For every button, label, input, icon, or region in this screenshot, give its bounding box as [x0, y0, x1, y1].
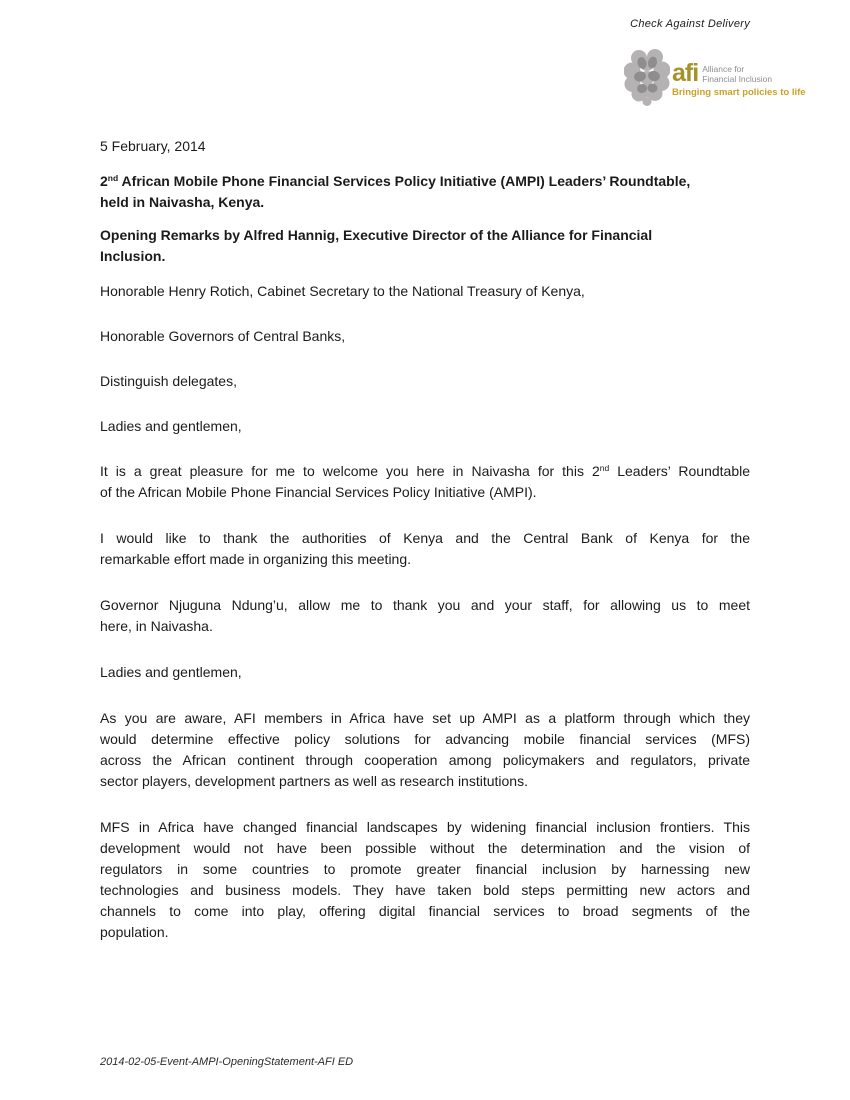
afi-logo: [624, 48, 806, 106]
text-line: channels to come into play, offering digital financial services to broad segments of the: [100, 903, 750, 919]
text-line: Ladies and gentlemen,: [100, 418, 242, 434]
text-line: Honorable Governors of Central Banks,: [100, 328, 346, 344]
paragraph-date: [100, 136, 750, 157]
text-line: here, in Naivasha.: [100, 618, 213, 634]
logo-abbr: afi: [672, 59, 699, 87]
logo-org-name-line1: Alliance for: [702, 64, 745, 74]
text-line: As you are aware, AFI members in Africa have set up AMPI as a platform through which they: [100, 710, 750, 726]
text-line: 5 February, 2014: [100, 138, 206, 154]
paragraph-salutation-governors: [100, 326, 750, 347]
paragraph-para-governor: [100, 595, 750, 637]
text-line: of the African Mobile Phone Financial Services Policy Initiative (AMPI).: [100, 484, 537, 500]
text-line: Inclusion.: [100, 248, 166, 264]
document-footer: 2014-02-05-Event-AMPI-OpeningStatement-AFI ED: [100, 1056, 354, 1068]
paragraph-title: [100, 171, 750, 213]
text-line: Honorable Henry Rotich, Cabinet Secretary to the National Treasury of Kenya,: [100, 283, 585, 299]
text-line: held in Naivasha, Kenya.: [100, 194, 265, 210]
text-line: technologies and business models. They have taken bold steps permitting new actors and: [100, 882, 750, 898]
paragraph-para-ampi-platform: [100, 708, 750, 792]
text-line: regulators in some countries to promote greater financial inclusion by harnessing new: [100, 861, 750, 877]
paragraph-salutation-rotich: [100, 281, 750, 302]
text-line: MFS in Africa have changed financial landscapes by widening financial inclusion frontiers. This: [100, 819, 750, 835]
text-line: 2nd African Mobile Phone Financial Services Policy Initiative (AMPI) Leaders’ Roundtable,: [100, 173, 691, 189]
paragraph-salutation-ladies-1: [100, 416, 750, 437]
logo-text-block: [672, 48, 806, 98]
text-line: Opening Remarks by Alfred Hannig, Executive Director of the Alliance for Financial: [100, 227, 653, 243]
text-line: I would like to thank the authorities of Kenya and the Central Bank of Kenya for the: [100, 530, 750, 546]
logo-org-name: [702, 62, 772, 84]
paragraph-salutation-delegates: [100, 371, 750, 392]
paragraph-para-mfs-landscape: [100, 817, 750, 943]
text-line: Ladies and gentlemen,: [100, 664, 242, 680]
text-line: across the African continent through cooperation among policymakers and regulators, private: [100, 752, 750, 768]
logo-tagline: Bringing smart policies to life: [672, 87, 806, 98]
paragraph-salutation-ladies-2: [100, 662, 750, 683]
text-line: remarkable effort made in organizing this meeting.: [100, 551, 412, 567]
paragraph-para-welcome: [100, 461, 750, 503]
document-body: [100, 136, 750, 968]
paragraph-para-thanks: [100, 528, 750, 570]
text-line: It is a great pleasure for me to welcome you here in Naivasha for this 2nd Leaders’ Roundtable: [100, 463, 750, 479]
check-against-delivery-note: Check Against Delivery: [630, 18, 750, 30]
text-line: Distinguish delegates,: [100, 373, 237, 389]
text-line: development would not have been possible without the determination and the vision of: [100, 840, 750, 856]
text-line: sector players, development partners as well as research institutions.: [100, 773, 528, 789]
text-line: Governor Njuguna Ndung’u, allow me to thank you and your staff, for allowing us to meet: [100, 597, 750, 613]
text-line: would determine effective policy solutions for advancing mobile financial services (MFS): [100, 731, 750, 747]
text-line: population.: [100, 924, 169, 940]
brain-icon: [624, 48, 670, 106]
logo-org-name-line2: Financial Inclusion: [702, 73, 773, 84]
paragraph-subtitle: [100, 225, 750, 267]
